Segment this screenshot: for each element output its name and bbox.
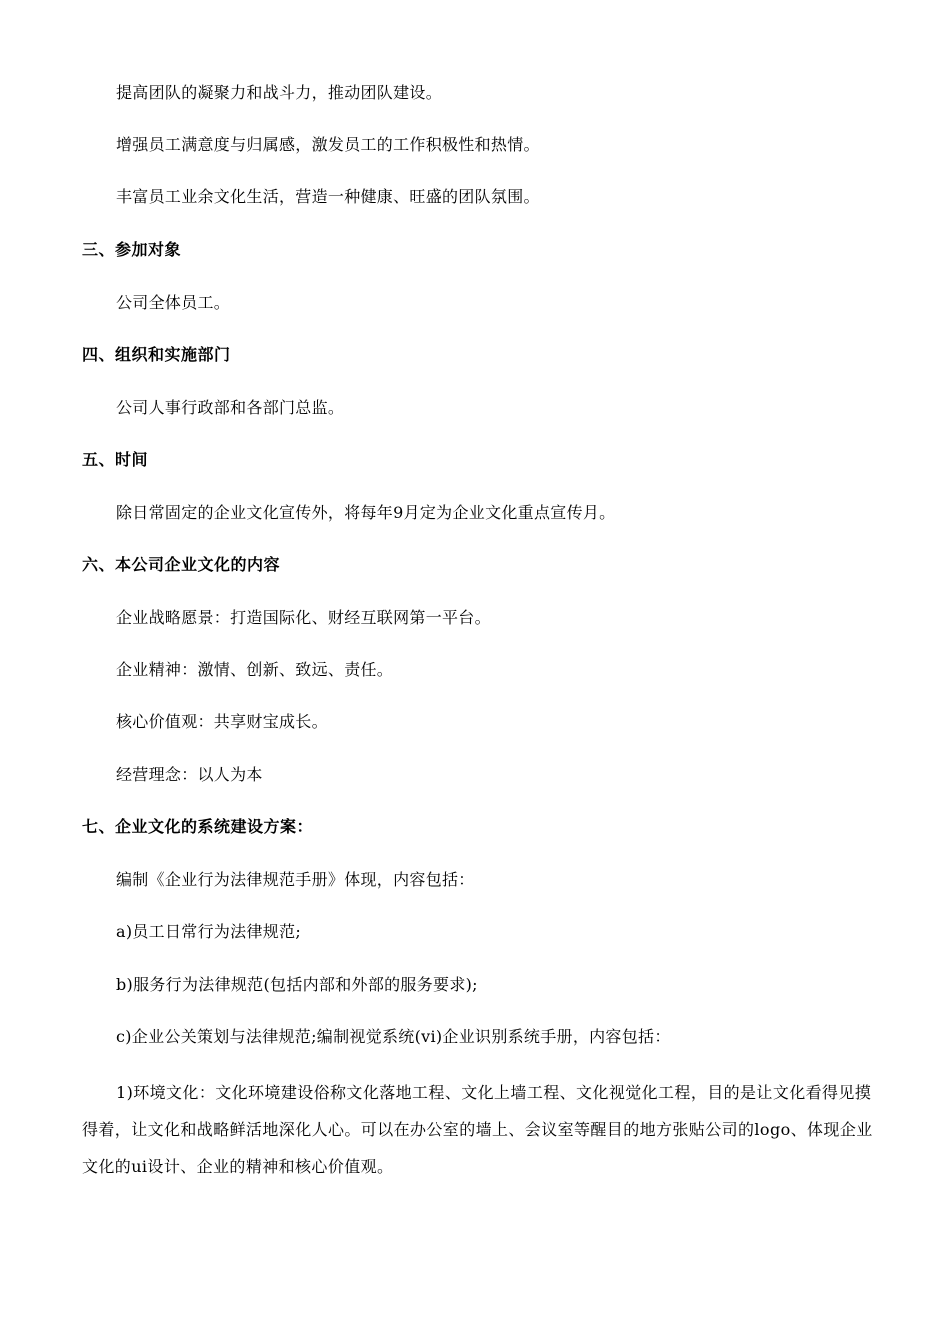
paragraph-corporate-spirit: 企业精神：激情、创新、致远、责任。	[116, 660, 394, 679]
paragraph-organizers: 公司人事行政部和各部门总监。	[116, 398, 345, 417]
paragraph-environment-culture: 1)环境文化：文化环境建设俗称文化落地工程、文化上墙工程、文化视觉化工程，目的是让文化看得见摸得着，让文化和战略鲜活地深化人心。可以在办公室的墙上、会议室等醒目的地方张贴公司的logo、体现企业文化的ui设计、企业的精神和核心价值观。	[82, 1083, 873, 1176]
paragraph-business-philosophy: 经营理念：以人为本	[116, 765, 263, 784]
heading-system-plan: 七、企业文化的系统建设方案：	[82, 817, 314, 836]
heading-participants: 三、参加对象	[82, 240, 182, 259]
paragraph-time: 除日常固定的企业文化宣传外，将每年9月定为企业文化重点宣传月。	[116, 503, 616, 522]
list-item-b: b)服务行为法律规范(包括内部和外部的服务要求);	[116, 975, 478, 994]
paragraph-employee-satisfaction: 增强员工满意度与归属感，激发员工的工作积极性和热情。	[116, 135, 540, 154]
paragraph-core-values: 核心价值观：共享财宝成长。	[116, 712, 328, 731]
heading-time: 五、时间	[82, 450, 149, 469]
heading-culture-content: 六、本公司企业文化的内容	[82, 555, 281, 574]
paragraph-team-cohesion: 提高团队的凝聚力和战斗力，推动团队建设。	[116, 83, 443, 102]
list-item-c: c)企业公关策划与法律规范;编制视觉系统(vi)企业识别系统手册，内容包括：	[116, 1027, 671, 1046]
paragraph-cultural-life: 丰富员工业余文化生活，营造一种健康、旺盛的团队氛围。	[116, 187, 540, 206]
paragraph-strategic-vision: 企业战略愿景：打造国际化、财经互联网第一平台。	[116, 608, 491, 627]
list-item-a: a)员工日常行为法律规范;	[116, 922, 302, 941]
heading-organizers: 四、组织和实施部门	[82, 345, 231, 364]
paragraph-participants: 公司全体员工。	[116, 293, 231, 312]
paragraph-handbook: 编制《企业行为法律规范手册》体现，内容包括：	[116, 870, 475, 889]
